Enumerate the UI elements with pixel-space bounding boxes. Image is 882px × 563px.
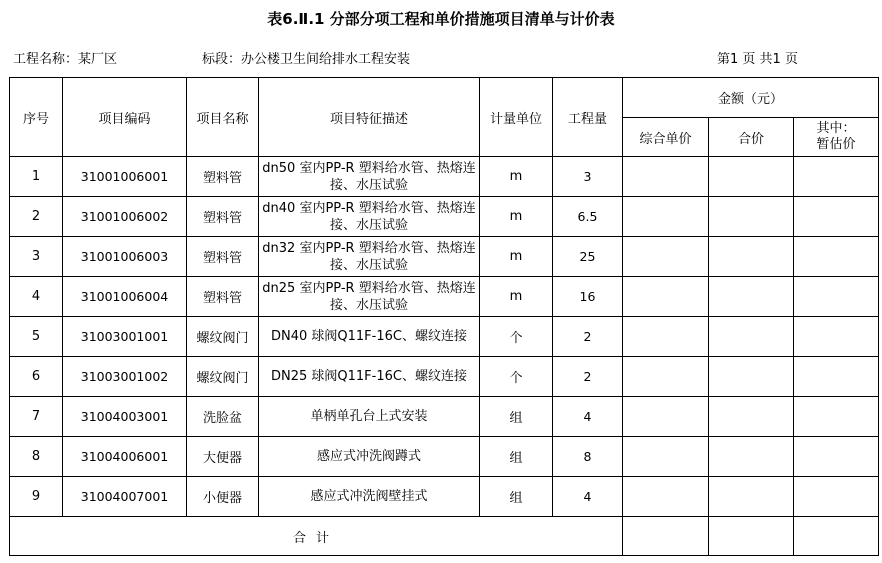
row-qty: 3 — [553, 157, 623, 197]
row-unit-price — [623, 237, 709, 277]
row-name: 螺纹阀门 — [187, 317, 259, 357]
header-qty: 工程量 — [553, 78, 623, 157]
row-code: 31001006002 — [63, 197, 187, 237]
row-name: 小便器 — [187, 477, 259, 517]
row-total-price — [709, 437, 794, 477]
row-estimate — [794, 197, 879, 237]
row-seq: 3 — [10, 237, 63, 277]
row-unit: m — [480, 197, 553, 237]
header-desc: 项目特征描述 — [259, 78, 480, 157]
row-code: 31001006004 — [63, 277, 187, 317]
row-total-price — [709, 357, 794, 397]
row-desc: 单柄单孔台上式安装 — [259, 397, 480, 437]
table-row — [10, 397, 879, 437]
row-unit: m — [480, 277, 553, 317]
row-total-price — [709, 397, 794, 437]
row-code: 31004007001 — [63, 477, 187, 517]
row-qty: 2 — [553, 317, 623, 357]
table-row — [10, 317, 879, 357]
row-unit: 个 — [480, 357, 553, 397]
row-qty: 6.5 — [553, 197, 623, 237]
row-estimate — [794, 157, 879, 197]
row-unit-price — [623, 397, 709, 437]
header-unit: 计量单位 — [480, 78, 553, 157]
row-desc: 感应式冲洗阀蹲式 — [259, 437, 480, 477]
row-estimate — [794, 317, 879, 357]
row-estimate — [794, 237, 879, 277]
header-code: 项目编码 — [63, 78, 187, 157]
table-title: 表6.Ⅱ.1 分部分项工程和单价措施项目清单与计价表 — [267, 10, 615, 28]
row-code: 31004006001 — [63, 437, 187, 477]
row-total-price — [709, 317, 794, 357]
row-desc: dn32 室内PP-R 塑料给水管、热熔连接、水压试验 — [259, 237, 480, 277]
row-name: 塑料管 — [187, 277, 259, 317]
row-unit-price — [623, 277, 709, 317]
row-qty: 16 — [553, 277, 623, 317]
row-seq: 2 — [10, 197, 63, 237]
row-name: 塑料管 — [187, 197, 259, 237]
row-code: 31001006003 — [63, 237, 187, 277]
row-unit: 个 — [480, 317, 553, 357]
row-qty: 2 — [553, 357, 623, 397]
row-seq: 7 — [10, 397, 63, 437]
row-total-price — [709, 157, 794, 197]
row-code: 31001006001 — [63, 157, 187, 197]
header-seq: 序号 — [10, 78, 63, 157]
row-unit-price — [623, 477, 709, 517]
row-qty: 4 — [553, 397, 623, 437]
row-seq: 9 — [10, 477, 63, 517]
row-unit: m — [480, 157, 553, 197]
row-qty: 8 — [553, 437, 623, 477]
row-seq: 4 — [10, 277, 63, 317]
total-price — [709, 517, 794, 556]
row-unit: 组 — [480, 477, 553, 517]
row-total-price — [709, 237, 794, 277]
table-row — [10, 157, 879, 197]
row-code: 31003001002 — [63, 357, 187, 397]
total-row — [10, 517, 879, 556]
row-unit-price — [623, 157, 709, 197]
row-unit-price — [623, 317, 709, 357]
row-total-price — [709, 197, 794, 237]
row-estimate — [794, 477, 879, 517]
section-name: 标段：办公楼卫生间给排水工程安装 — [202, 52, 411, 67]
row-unit-price — [623, 197, 709, 237]
row-total-price — [709, 477, 794, 517]
header-row-1 — [10, 78, 879, 118]
row-qty: 25 — [553, 237, 623, 277]
row-seq: 6 — [10, 357, 63, 397]
total-unit-price — [623, 517, 709, 556]
row-desc: 感应式冲洗阀壁挂式 — [259, 477, 480, 517]
row-unit-price — [623, 437, 709, 477]
row-desc: dn50 室内PP-R 塑料给水管、热熔连接、水压试验 — [259, 157, 480, 197]
row-name: 洗脸盆 — [187, 397, 259, 437]
row-estimate — [794, 437, 879, 477]
project-name: 工程名称：某厂区 — [13, 52, 118, 67]
page-indicator: 第1 页 共1 页 — [717, 52, 798, 67]
row-unit: m — [480, 237, 553, 277]
table-row — [10, 477, 879, 517]
row-seq: 8 — [10, 437, 63, 477]
row-name: 塑料管 — [187, 157, 259, 197]
row-qty: 4 — [553, 477, 623, 517]
row-name: 大便器 — [187, 437, 259, 477]
table-row — [10, 277, 879, 317]
row-seq: 1 — [10, 157, 63, 197]
row-unit-price — [623, 357, 709, 397]
row-total-price — [709, 277, 794, 317]
table-row — [10, 197, 879, 237]
row-desc: DN25 球阀Q11F-16C、螺纹连接 — [259, 357, 480, 397]
header-name: 项目名称 — [187, 78, 259, 157]
table-row — [10, 437, 879, 477]
row-name: 螺纹阀门 — [187, 357, 259, 397]
row-seq: 5 — [10, 317, 63, 357]
table-row — [10, 237, 879, 277]
bill-of-quantities-table — [9, 77, 879, 556]
row-estimate — [794, 357, 879, 397]
total-label: 合计 — [292, 530, 339, 546]
row-desc: dn25 室内PP-R 塑料给水管、热熔连接、水压试验 — [259, 277, 480, 317]
header-total-price: 合价 — [709, 118, 794, 157]
row-unit: 组 — [480, 437, 553, 477]
row-desc: DN40 球阀Q11F-16C、螺纹连接 — [259, 317, 480, 357]
header-estimate — [794, 118, 879, 157]
header-unit-price: 综合单价 — [623, 118, 709, 157]
total-estimate — [794, 517, 879, 556]
row-estimate — [794, 397, 879, 437]
row-unit: 组 — [480, 397, 553, 437]
total-label-cell — [10, 517, 623, 556]
row-estimate — [794, 277, 879, 317]
row-code: 31004003001 — [63, 397, 187, 437]
header-estimate-text: 其中：暂估价 — [816, 121, 856, 152]
row-desc: dn40 室内PP-R 塑料给水管、热熔连接、水压试验 — [259, 197, 480, 237]
row-code: 31003001001 — [63, 317, 187, 357]
table-body — [10, 157, 879, 517]
table-row — [10, 357, 879, 397]
header-amount: 金额（元） — [623, 78, 879, 118]
row-name: 塑料管 — [187, 237, 259, 277]
